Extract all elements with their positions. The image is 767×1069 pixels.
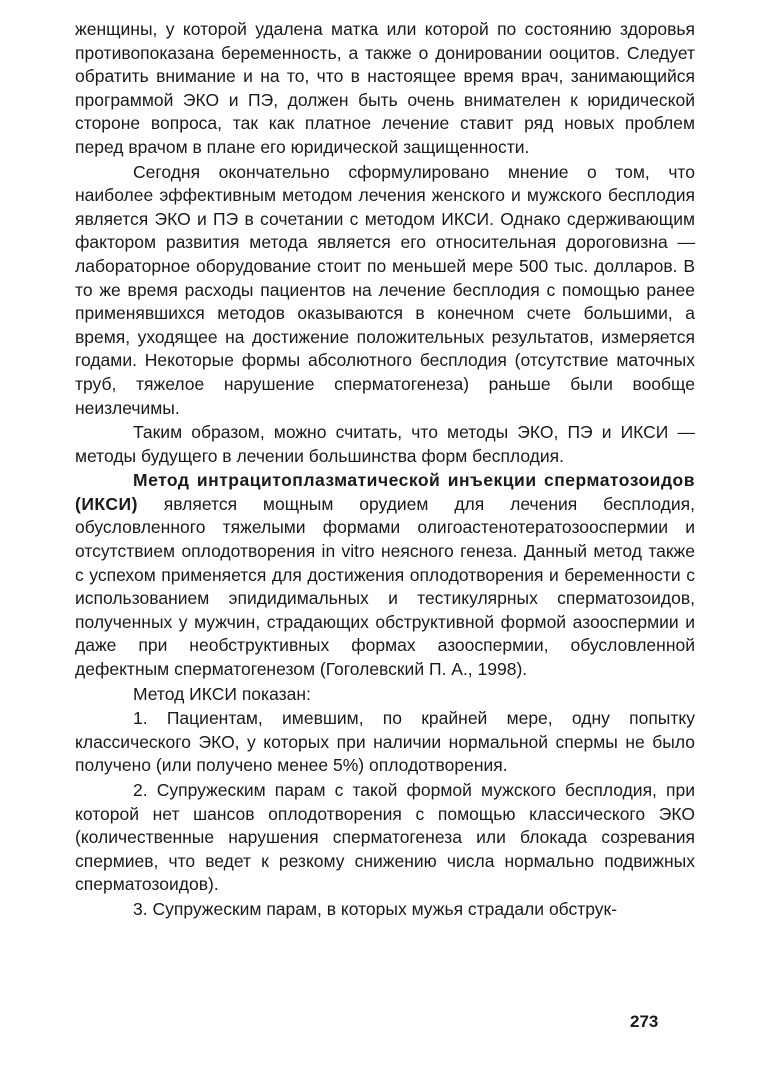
page-number: 273 bbox=[630, 1012, 659, 1031]
paragraph-4 bbox=[75, 469, 695, 681]
list-item-2 bbox=[75, 779, 695, 897]
list-item-1-text: 1. Пациентам, имевшим, по крайней мере, одну попытку классического ЭКО, у которых при наличии нормальной спермы не было получено (или получено менее 5%) оплодотворения. bbox=[75, 708, 695, 776]
paragraph-2 bbox=[75, 161, 695, 421]
icsi-term-heading: Метод интрацитоплазматической инъекции сперматозоидов (ИКСИ) bbox=[75, 470, 695, 514]
list-item-3-text: 3. Супружеским парам, в которых мужья страдали обструк- bbox=[133, 898, 618, 919]
paragraph-1-text: женщины, у которой удалена матка или которой по состоянию здоровья противопоказана беременность, а также о донировании ооцитов. Следует обратить внимание и на то, что в настоящее время врач, занимающийся программой ЭКО и ПЭ, должен быть очень внимателен к юридической стороне вопроса, так как платное лечение ставит ряд новых проблем перед врачом в плане его юридической защищенности. bbox=[75, 19, 695, 157]
paragraph-5 bbox=[75, 683, 695, 707]
page-text-block bbox=[75, 18, 695, 922]
paragraph-5-text: Метод ИКСИ показан: bbox=[133, 683, 311, 704]
list-item-2-text: 2. Супружеским парам с такой формой мужского бесплодия, при которой нет шансов оплодотворения с помощью классического ЭКО (количественные нарушения сперматогенеза или блокада созревания спермиев, что ведет к резкому снижению числа нормально подвижных сперматозоидов). bbox=[75, 780, 695, 895]
paragraph-2-text: Сегодня окончательно сформулировано мнение о том, что наиболее эффективным методом лечения женского и мужского бесплодия является ЭКО и ПЭ в сочетании с методом ИКСИ. Однако сдерживающим фактором развития метода является его относительная дороговизна — лабораторное оборудование стоит по меньшей мере 500 тыс. долларов. В то же время расходы пациентов на лечение бесплодия с помощью ранее применявшихся методов оказываются в конечном счете большими, а время, уходящее на достижение положительных результатов, измеряется годами. Некоторые формы абсолютного бесплодия (отсутствие маточных труб, тяжелое нарушение сперматогенеза) раньше были вообще неизлечимы. bbox=[75, 161, 695, 418]
paragraph-4-text: является мощным орудием для лечения бесплодия, обусловленного тяжелыми формами олигоастенотератозооспермии и отсутствием оплодотворения in vitro неясного генеза. Данный метод также с успехом применяется для достижения оплодотворения и беременности с использованием эпидидимальных и тестикулярных сперматозоидов, полученных у мужчин, страдающих обструктивной формой азооспермии и даже при необструктивных формах азооспермии, обусловленной дефектным сперматогенезом (Гоголевский П. А., 1998). bbox=[75, 493, 695, 680]
list-item-1 bbox=[75, 707, 695, 778]
paragraph-1 bbox=[75, 18, 695, 160]
paragraph-3-text: Таким образом, можно считать, что методы ЭКО, ПЭ и ИКСИ — методы будущего в лечении большинства форм бесплодия. bbox=[75, 422, 695, 466]
paragraph-3 bbox=[75, 421, 695, 468]
list-item-3 bbox=[75, 898, 695, 922]
